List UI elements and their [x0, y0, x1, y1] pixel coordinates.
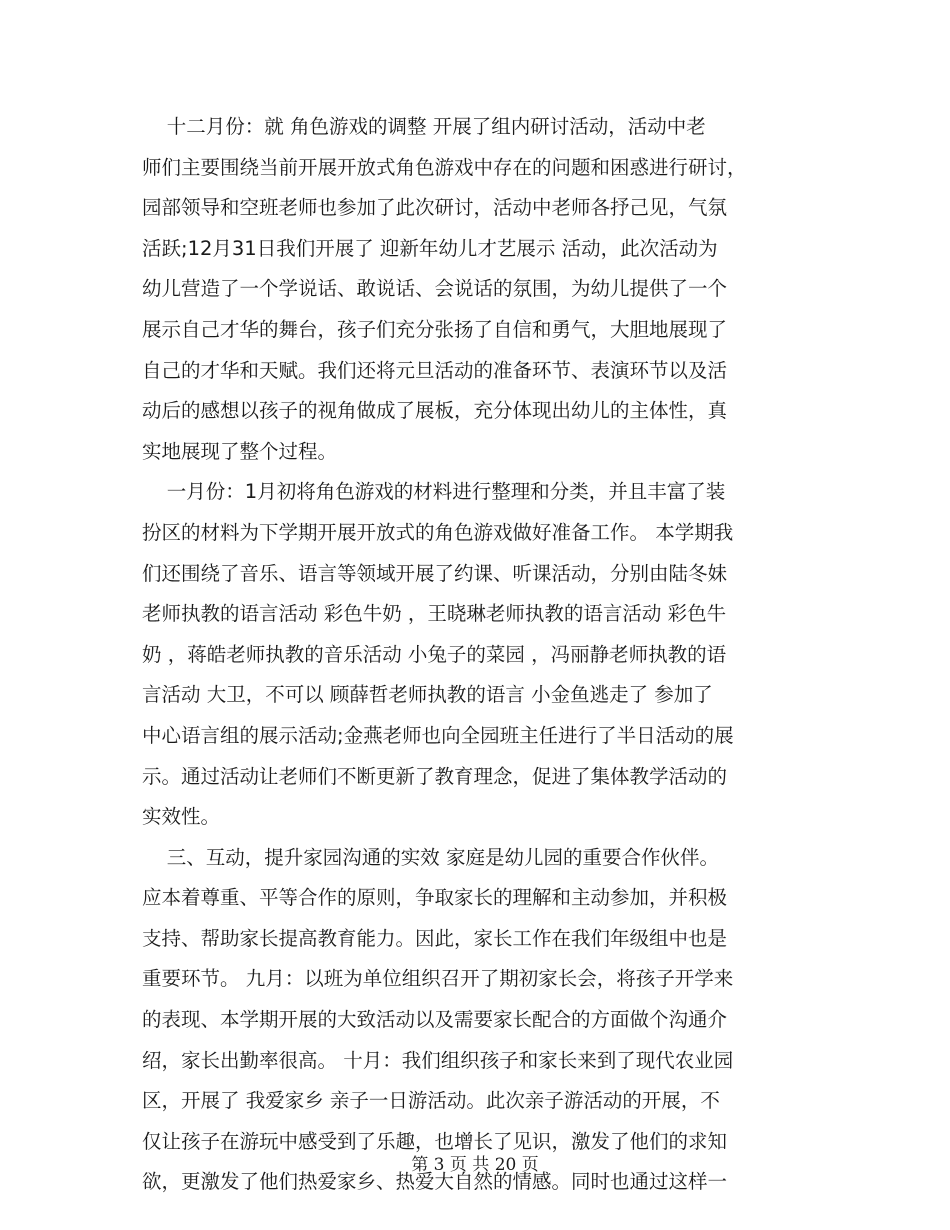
text-line: 绍，家长出勤率很高。 十月：我们组织孩子和家长来到了现代农业园	[142, 1048, 734, 1072]
text-line: 示。通过活动让老师们不断更新了教育理念，促进了集体教学活动的	[142, 764, 728, 788]
text-line: 师们主要围绕当前开展开放式角色游戏中存在的问题和困惑进行研讨，	[142, 155, 747, 179]
text-line: 十二月份：就 角色游戏的调整 开展了组内研讨活动，活动中老	[142, 115, 706, 138]
text-line: 奶 ，蒋皓老师执教的音乐活动 小兔子的菜园 ，冯丽静老师执教的语	[142, 642, 727, 666]
text-line: 幼儿营造了一个学说话、敢说话、会说话的氛围，为幼儿提供了一个	[142, 277, 728, 301]
text-line: 实地展现了整个过程。	[142, 439, 338, 463]
text-line: 扮区的材料为下学期开展开放式的角色游戏做好准备工作。 本学期我	[142, 520, 734, 544]
text-line: 应本着尊重、平等合作的原则，争取家长的理解和主动参加，并积极	[142, 886, 728, 910]
text-line: 园部领导和空班老师也参加了此次研讨，活动中老师各抒己见，气氛	[142, 196, 728, 220]
text-line: 重要环节。 九月：以班为单位组织召开了期初家长会，将孩子开学来	[142, 967, 734, 991]
text-line: 自己的才华和天赋。我们还将元旦活动的准备环节、表演环节以及活	[142, 358, 728, 382]
text-line: 实效性。	[142, 805, 221, 829]
text-line: 展示自己才华的舞台，孩子们充分张扬了自信和勇气，大胆地展现了	[142, 317, 728, 341]
text-line: 中心语言组的展示活动;金燕老师也向全园班主任进行了半日活动的展	[142, 723, 734, 747]
text-line: 支持、帮助家长提高教育能力。因此，家长工作在我们年级组中也是	[142, 926, 728, 950]
text-line: 老师执教的语言活动 彩色牛奶 ，王晓琳老师执教的语言活动 彩色牛	[142, 602, 727, 626]
text-line: 言活动 大卫，不可以 顾薛哲老师执教的语言 小金鱼逃走了 参加了	[142, 683, 713, 707]
text-line: 的表现、本学期开展的大致活动以及需要家长配合的方面做个沟通介	[142, 1008, 728, 1032]
page-number-footer: 第 3 页 共 20 页	[411, 1155, 539, 1175]
text-line: 三、互动，提升家园沟通的实效 家庭是幼儿园的重要合作伙伴。	[142, 845, 719, 869]
text-line: 区，开展了 我爱家乡 亲子一日游活动。此次亲子游活动的开展，不	[142, 1089, 720, 1113]
text-line: 欲，更激发了他们热爱家乡、热爱大自然的情感。同时也通过这样一	[142, 1170, 728, 1194]
body-text	[142, 107, 810, 1203]
text-line: 仅让孩子在游玩中感受到了乐趣，也增长了见识，激发了他们的求知	[142, 1129, 728, 1153]
text-line: 动后的感想以孩子的视角做成了展板，充分体现出幼儿的主体性，真	[142, 399, 728, 423]
text-line: 活跃;12月31日我们开展了 迎新年幼儿才艺展示 活动，此次活动为	[142, 236, 718, 260]
text-line: 一月份：1月初将角色游戏的材料进行整理和分类，并且丰富了装	[142, 480, 726, 504]
text-line: 们还围绕了音乐、语言等领域开展了约课、听课活动，分别由陆冬妹	[142, 561, 728, 585]
